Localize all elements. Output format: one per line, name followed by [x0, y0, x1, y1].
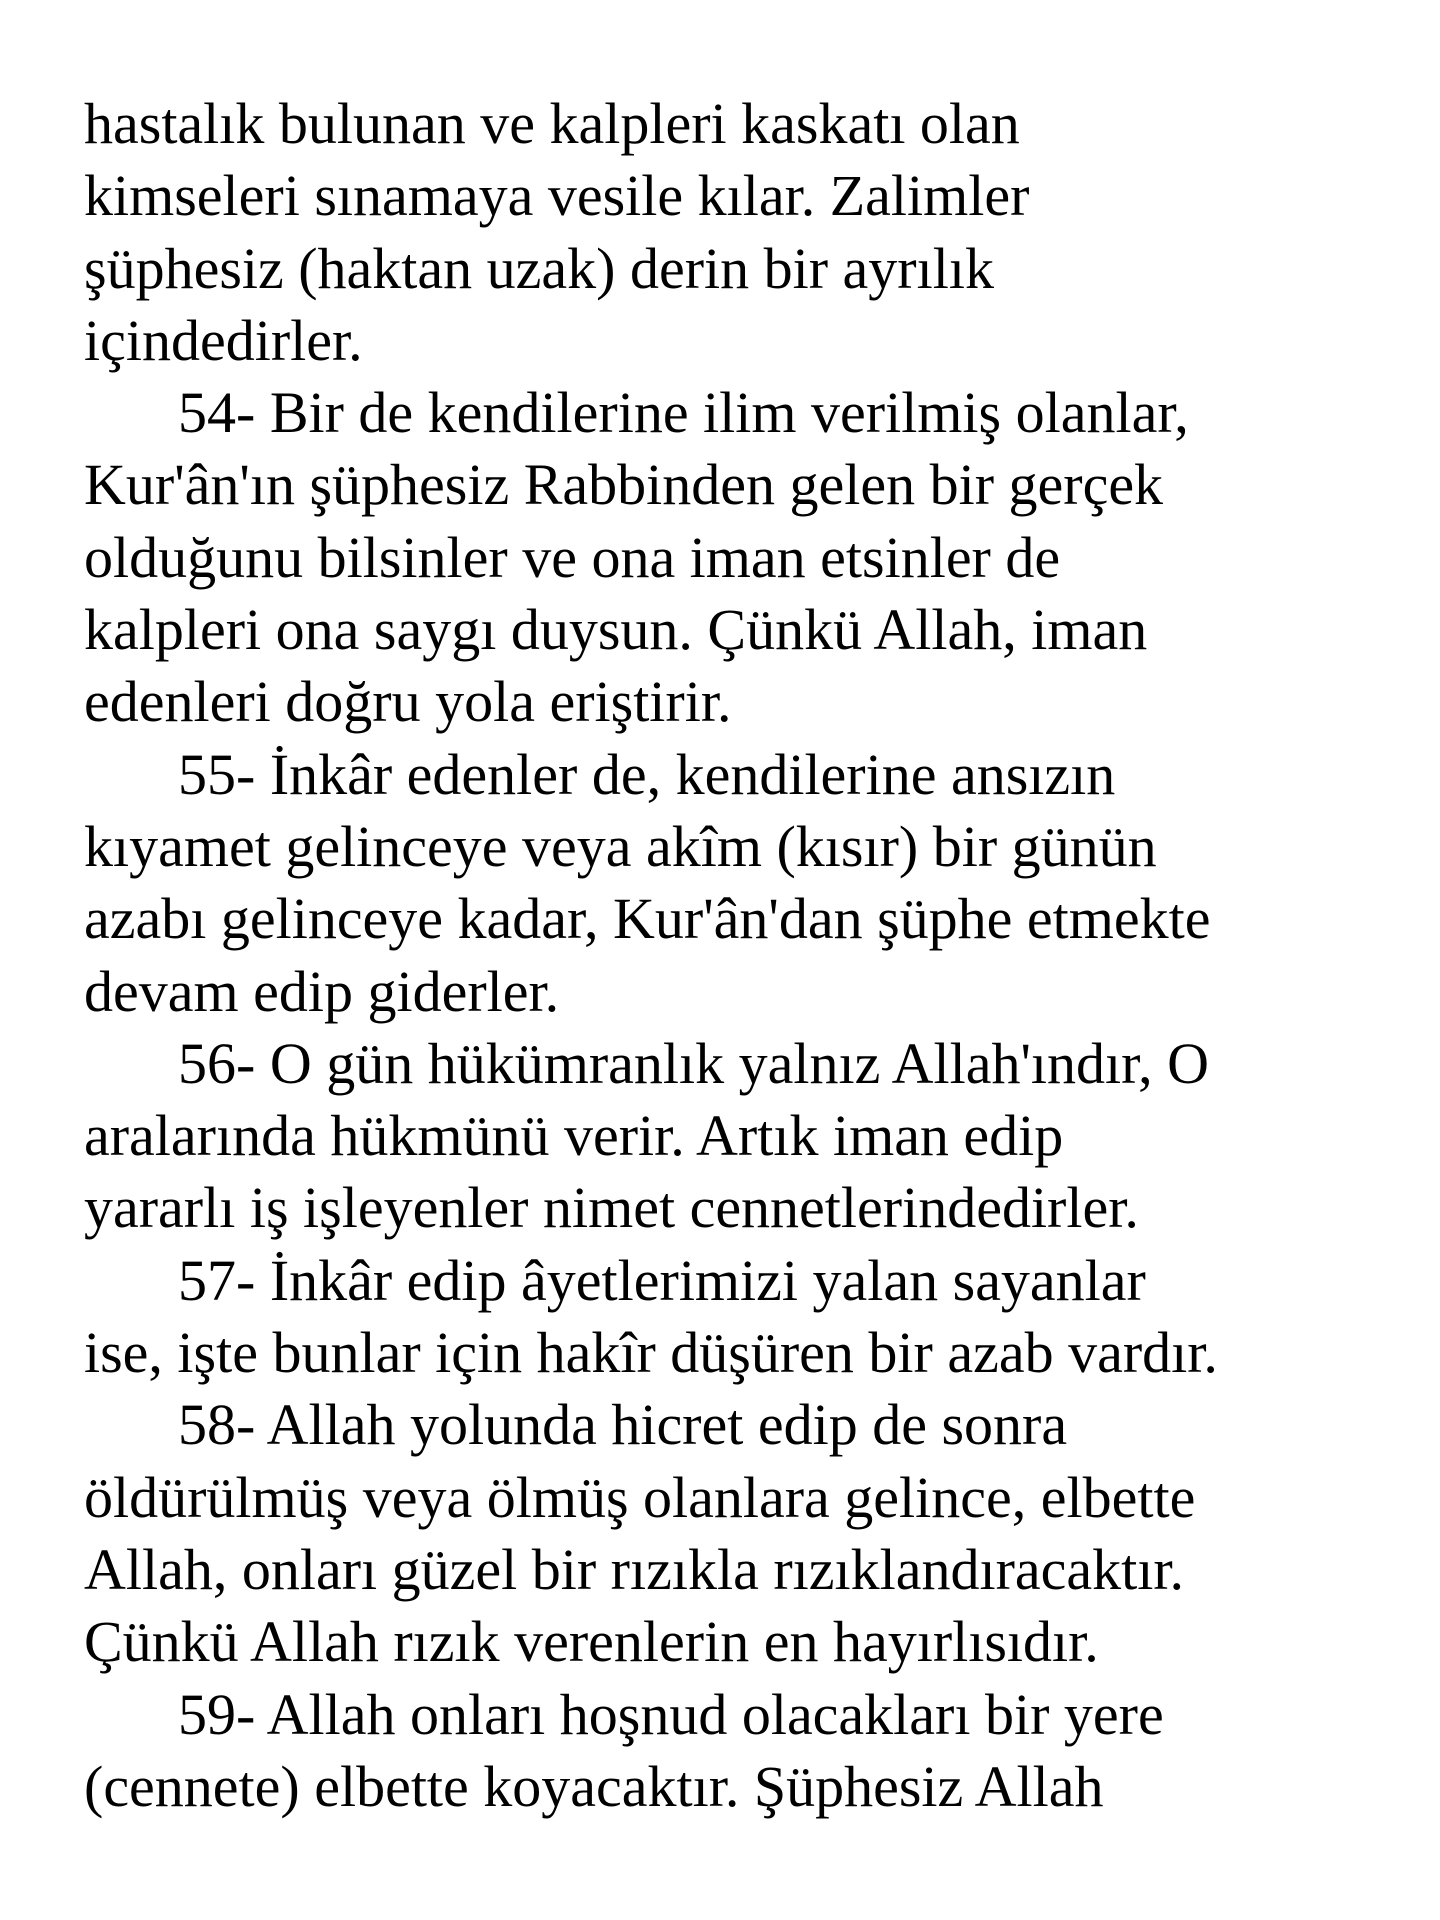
text-line: 57- İnkâr edip âyetlerimizi yalan sayanlar	[178, 1247, 1146, 1313]
verse-58	[84, 1389, 1404, 1678]
text-line: öldürülmüş veya ölmüş olanlara gelince, elbette	[84, 1464, 1196, 1530]
text-line: (cennete) elbette koyacaktır. Şüphesiz Allah	[84, 1753, 1104, 1819]
paragraph-continuation	[84, 88, 1404, 377]
text-line: 59- Allah onları hoşnud olacakları bir yere	[178, 1681, 1164, 1747]
verse-57	[84, 1245, 1404, 1390]
text-line: aralarında hükmünü verir. Artık iman edip	[84, 1103, 1064, 1169]
verse-59	[84, 1679, 1404, 1824]
text-line: Allah, onları güzel bir rızıkla rızıklandıracaktır.	[84, 1536, 1184, 1602]
verse-55	[84, 739, 1404, 1028]
text-line: azabı gelinceye kadar, Kur'ân'dan şüphe etmekte	[84, 886, 1211, 952]
text-line: kimseleri sınamaya vesile kılar. Zalimler	[84, 163, 1030, 229]
verse-56	[84, 1028, 1404, 1245]
text-line: ise, işte bunlar için hakîr düşüren bir azab vardır.	[84, 1320, 1218, 1386]
text-line: olduğunu bilsinler ve ona iman etsinler de	[84, 524, 1061, 590]
text-line: Çünkü Allah rızık verenlerin en hayırlısıdır.	[84, 1609, 1099, 1675]
text-line: şüphesiz (haktan uzak) derin bir ayrılık	[84, 235, 994, 301]
text-line: 55- İnkâr edenler de, kendilerine ansızın	[178, 741, 1116, 807]
text-line: yararlı iş işleyenler nimet cennetlerindedirler.	[84, 1175, 1139, 1241]
text-line: 56- O gün hükümranlık yalnız Allah'ındır, O	[178, 1030, 1210, 1096]
text-line: kalpleri ona saygı duysun. Çünkü Allah, iman	[84, 597, 1148, 663]
text-line: 54- Bir de kendilerine ilim verilmiş olanlar,	[178, 380, 1189, 446]
text-line: Kur'ân'ın şüphesiz Rabbinden gelen bir gerçek	[84, 452, 1164, 518]
text-line: devam edip giderler.	[84, 958, 560, 1024]
text-line: içindedirler.	[84, 307, 363, 373]
text-line: 58- Allah yolunda hicret edip de sonra	[178, 1392, 1068, 1458]
text-line: hastalık bulunan ve kalpleri kaskatı olan	[84, 91, 1020, 156]
text-line: kıyamet gelinceye veya akîm (kısır) bir günün	[84, 813, 1157, 879]
verse-54	[84, 377, 1404, 738]
body-text	[84, 88, 1404, 1823]
text-line: edenleri doğru yola eriştirir.	[84, 669, 732, 735]
